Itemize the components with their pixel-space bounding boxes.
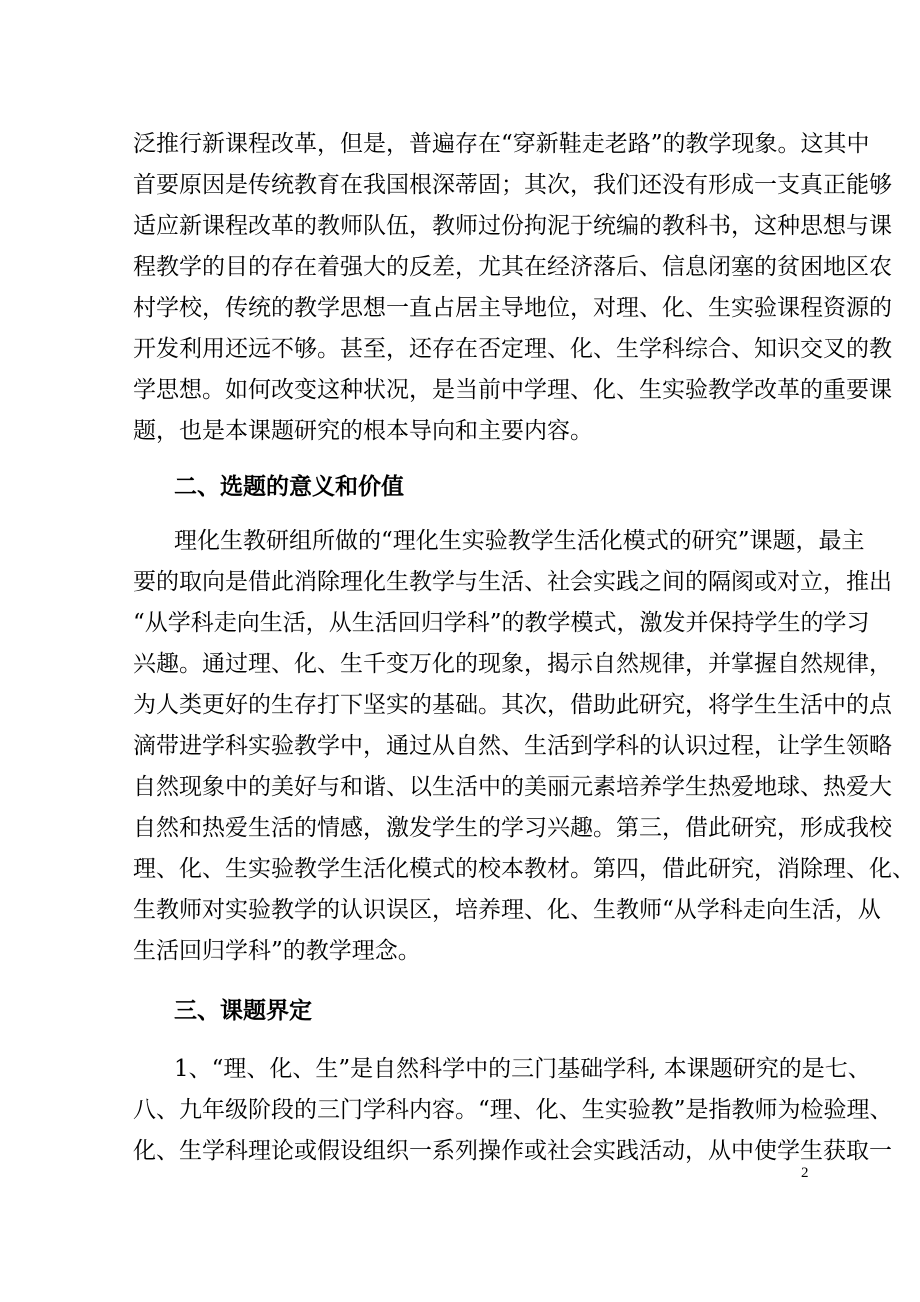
section-heading-significance: 二、选题的意义和价值 bbox=[174, 473, 404, 500]
text-line: 自然现象中的美好与和谐、以生活中的美丽元素培养学生热爱地球、热爱大 bbox=[133, 774, 892, 800]
text-line: “从学科走向生活，从生活回归学科”的教学模式，激发并保持学生的学习 bbox=[133, 610, 870, 636]
text-line: 1、“理、化、生”是自然科学中的三门基础学科, 本课题研究的是七、 bbox=[174, 1056, 871, 1082]
text-line: 兴趣。通过理、化、生千变万化的现象，揭示自然规律，并掌握自然规律， bbox=[133, 651, 892, 677]
text-line: 理化生教研组所做的“理化生实验教学生活化模式的研究”课题，最主 bbox=[174, 528, 865, 554]
text-line: 理、化、生实验教学生活化模式的校本教材。第四，借此研究，消除理、化、 bbox=[133, 856, 915, 882]
text-line: 生活回归学科”的教学理念。 bbox=[133, 938, 421, 964]
text-line: 八、九年级阶段的三门学科内容。“理、化、生实验教”是指教师为检验理、 bbox=[133, 1097, 893, 1123]
text-line: 为人类更好的生存打下坚实的基础。其次，借助此研究，将学生生活中的点 bbox=[133, 692, 892, 718]
text-line: 题，也是本课题研究的根本导向和主要内容。 bbox=[133, 418, 593, 444]
text-line: 村学校，传统的教学思想一直占居主导地位，对理、化、生实验课程资源的 bbox=[133, 295, 892, 321]
text-line: 生教师对实验教学的认识误区，培养理、化、生教师“从学科走向生活，从 bbox=[133, 897, 881, 923]
paragraph-continuation bbox=[133, 124, 892, 452]
text-line: 适应新课程改革的教师队伍，教师过份拘泥于统编的教科书，这种思想与课 bbox=[133, 213, 892, 239]
text-line: 首要原因是传统教育在我国根深蒂固；其次，我们还没有形成一支真正能够 bbox=[133, 172, 892, 198]
text-line: 开发利用还远不够。甚至，还存在否定理、化、生学科综合、知识交叉的教 bbox=[133, 336, 892, 362]
text-line: 学思想。如何改变这种状况，是当前中学理、化、生实验教学改革的重要课 bbox=[133, 377, 892, 403]
text-line: 自然和热爱生活的情感，激发学生的学习兴趣。第三，借此研究，形成我校 bbox=[133, 815, 892, 841]
text-line: 滴带进学科实验教学中，通过从自然、生活到学科的认识过程，让学生领略 bbox=[133, 733, 892, 759]
text-line: 泛推行新课程改革，但是，普遍存在“穿新鞋走老路”的教学现象。这其中 bbox=[133, 131, 870, 157]
paragraph-significance bbox=[133, 521, 915, 972]
document-body bbox=[133, 124, 915, 1172]
paragraph-definition bbox=[133, 1049, 893, 1172]
section-heading-definition: 三、课题界定 bbox=[174, 997, 312, 1024]
page-number: 2 bbox=[801, 1165, 809, 1181]
text-line: 要的取向是借此消除理化生教学与生活、社会实践之间的隔阂或对立，推出 bbox=[133, 569, 892, 595]
text-line: 化、生学科理论或假设组织一系列操作或社会实践活动，从中使学生获取一 bbox=[133, 1138, 892, 1164]
text-line: 程教学的目的存在着强大的反差，尤其在经济落后、信息闭塞的贫困地区农 bbox=[133, 254, 892, 280]
